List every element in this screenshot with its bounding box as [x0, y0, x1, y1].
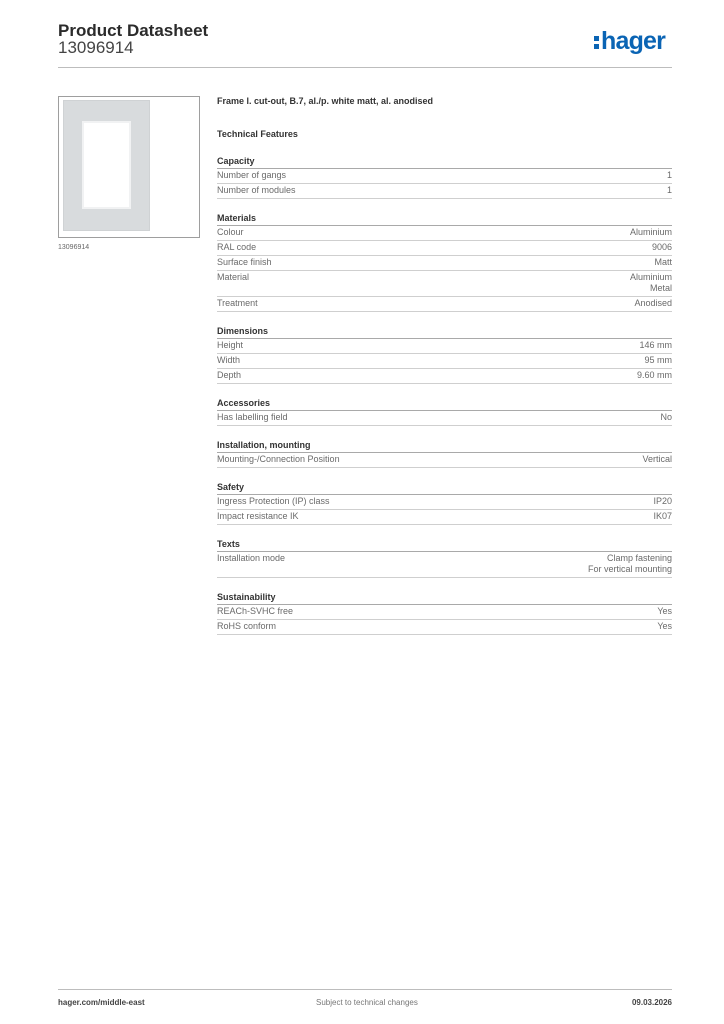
feature-label: Colour: [217, 227, 244, 237]
feature-label: Installation mode: [217, 553, 286, 563]
feature-row: [217, 510, 672, 525]
feature-section: [217, 155, 672, 199]
footer-date: 09.03.2026: [631, 998, 672, 1007]
footer-notice: Subject to technical changes: [316, 998, 418, 1007]
hager-logo: [594, 27, 665, 56]
feature-section: [217, 481, 672, 525]
feature-section: [217, 212, 672, 312]
logo-colon-icon: [594, 33, 599, 50]
section-heading: Dimensions: [217, 325, 672, 339]
feature-section: [217, 591, 672, 635]
feature-label: Surface finish: [217, 257, 272, 267]
document-title: Product Datasheet: [58, 21, 209, 40]
header-divider: [58, 67, 672, 68]
feature-row: [217, 271, 672, 297]
feature-section: [217, 439, 672, 468]
product-number: 13096914: [58, 38, 134, 57]
frame-cutout-shape: [82, 121, 131, 209]
feature-value: Aluminium Metal: [629, 272, 672, 293]
feature-value: 9.60 mm: [636, 370, 672, 380]
feature-row: [217, 256, 672, 271]
feature-label: Number of gangs: [217, 170, 287, 180]
section-heading: Safety: [217, 481, 672, 495]
feature-label: Width: [217, 355, 241, 365]
feature-row: [217, 184, 672, 199]
frame-outer-shape: [63, 100, 150, 231]
feature-label: Depth: [217, 370, 242, 380]
feature-value: 1: [666, 185, 672, 195]
feature-value: No: [660, 412, 672, 422]
feature-label: Material: [217, 272, 250, 282]
feature-value: 95 mm: [644, 355, 672, 365]
feature-value: IP20: [653, 496, 672, 506]
feature-section: [217, 397, 672, 426]
section-heading: Sustainability: [217, 591, 672, 605]
feature-value: Aluminium: [629, 227, 672, 237]
feature-value: Anodised: [634, 298, 672, 308]
feature-row: [217, 605, 672, 620]
feature-section: [217, 325, 672, 384]
feature-row: [217, 552, 672, 578]
feature-row: [217, 411, 672, 426]
feature-sections: [217, 155, 672, 635]
feature-value: Vertical: [642, 454, 672, 464]
feature-value: IK07: [653, 511, 672, 521]
feature-section: [217, 538, 672, 578]
section-heading: Texts: [217, 538, 672, 552]
feature-label: Number of modules: [217, 185, 296, 195]
feature-label: Has labelling field: [217, 412, 288, 422]
logo-text: hager: [601, 27, 666, 55]
feature-value: Clamp fastening For vertical mounting: [587, 553, 672, 574]
feature-row: [217, 297, 672, 312]
feature-row: [217, 354, 672, 369]
feature-row: [217, 453, 672, 468]
datasheet-content: [217, 96, 672, 635]
section-heading: Installation, mounting: [217, 439, 672, 453]
product-image: [58, 96, 200, 238]
feature-label: RAL code: [217, 242, 257, 252]
feature-label: Height: [217, 340, 244, 350]
feature-row: [217, 620, 672, 635]
feature-label: Ingress Protection (IP) class: [217, 496, 330, 506]
product-name: Frame l. cut-out, B.7, al./p. white matt, al. anodised: [217, 96, 434, 106]
feature-value: 1: [666, 170, 672, 180]
feature-label: Treatment: [217, 298, 258, 308]
footer-divider: [58, 989, 672, 990]
section-heading: Capacity: [217, 155, 672, 169]
feature-label: REACh-SVHC free: [217, 606, 294, 616]
feature-value: 146 mm: [639, 340, 672, 350]
feature-label: Impact resistance IK: [217, 511, 299, 521]
feature-value: Yes: [657, 606, 672, 616]
feature-label: RoHS conform: [217, 621, 277, 631]
feature-value: Matt: [654, 257, 672, 267]
technical-features-title: Technical Features: [217, 129, 298, 139]
feature-row: [217, 339, 672, 354]
feature-label: Mounting-/Connection Position: [217, 454, 340, 464]
section-heading: Accessories: [217, 397, 672, 411]
feature-value: 9006: [651, 242, 672, 252]
feature-row: [217, 226, 672, 241]
feature-row: [217, 495, 672, 510]
image-caption: 13096914: [58, 244, 90, 251]
footer-website: hager.com/middle-east: [58, 998, 145, 1007]
feature-value: Yes: [657, 621, 672, 631]
feature-row: [217, 369, 672, 384]
feature-row: [217, 169, 672, 184]
section-heading: Materials: [217, 212, 672, 226]
feature-row: [217, 241, 672, 256]
